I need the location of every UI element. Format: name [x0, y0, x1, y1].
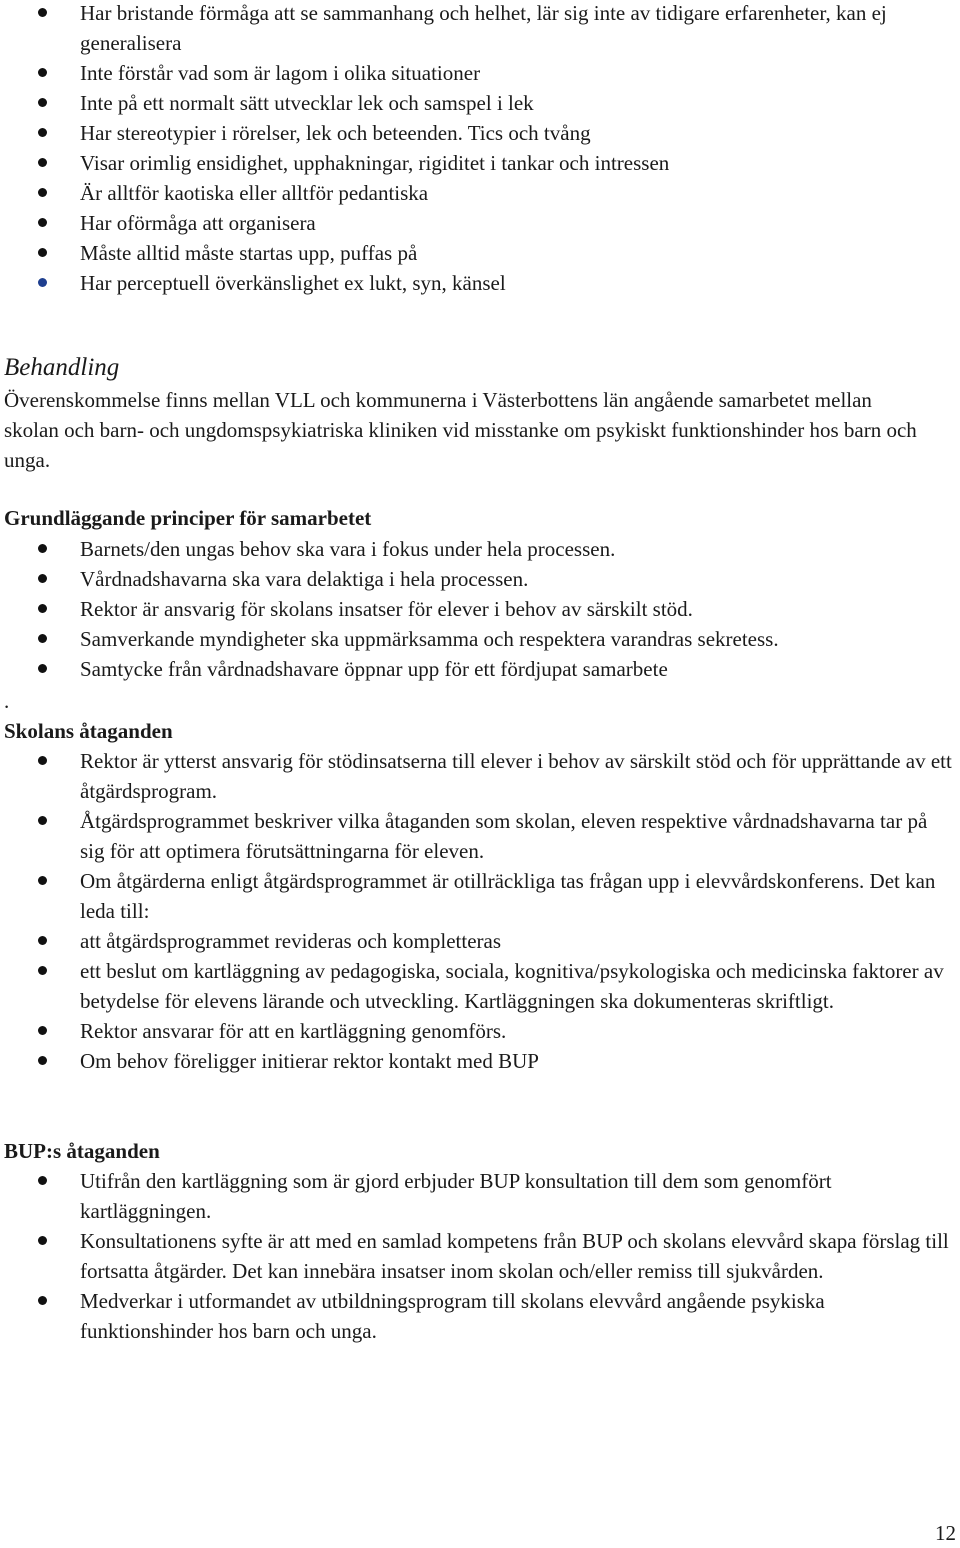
list-item-text: Rektor är ytterst ansvarig för stödinsatserna till elever i behov av särskilt stöd och för upprättande av ett åtgärdsprogram.: [80, 749, 952, 803]
list-item-text: Vårdnadshavarna ska vara delaktiga i hela processen.: [80, 567, 529, 591]
list-item-text: Medverkar i utformandet av utbildningsprogram till skolans elevvård angående psykiska funktionshinder hos barn och unga.: [80, 1289, 825, 1343]
section-heading-skolans: Skolans åtaganden: [4, 719, 173, 743]
list-item: [0, 866, 960, 926]
list-item: [0, 1226, 960, 1286]
list-item-text: Måste alltid måste startas upp, puffas på: [80, 241, 418, 265]
list-item-text: Rektor ansvarar för att en kartläggning genomförs.: [80, 1019, 507, 1043]
bup-list: [0, 1166, 960, 1346]
list-item-text: Rektor är ansvarig för skolans insatser för elever i behov av särskilt stöd.: [80, 597, 693, 621]
bullet-icon: [38, 756, 47, 765]
bullet-icon: [38, 248, 47, 257]
list-item: [0, 534, 960, 564]
principles-list: [0, 534, 960, 684]
list-item: [0, 208, 960, 238]
bullet-icon: [38, 1056, 47, 1065]
section-heading-behandling: Behandling: [4, 354, 120, 381]
bullet-icon: [38, 8, 47, 17]
list-item-text: Åtgärdsprogrammet beskriver vilka åtaganden som skolan, eleven respektive vårdnadshavarna tar på sig för att optimera förutsättningarna för eleven.: [80, 809, 928, 863]
list-item-text: att åtgärdsprogrammet revideras och kompletteras: [80, 929, 502, 953]
list-item: [0, 88, 960, 118]
list-item-text: Visar orimlig ensidighet, upphakningar, rigiditet i tankar och intressen: [80, 151, 670, 175]
bullet-icon: [38, 1176, 47, 1185]
bullet-icon: [38, 278, 47, 287]
list-item-text: Inte på ett normalt sätt utvecklar lek och samspel i lek: [80, 91, 534, 115]
bullet-icon: [38, 1026, 47, 1035]
list-item-text: Konsultationens syfte är att med en samlad kompetens från BUP och skolans elevvård skapa förslag till fortsatta åtgärder. Det kan innebära insatser inom skolan och/eller remiss till sjukvården.: [80, 1229, 949, 1283]
list-item: [0, 1286, 960, 1346]
list-item: [0, 926, 960, 956]
list-item: [0, 268, 960, 298]
bullet-icon: [38, 1236, 47, 1245]
list-item-text: Har stereotypier i rörelser, lek och beteenden. Tics och tvång: [80, 121, 591, 145]
list-item-text: Inte förstår vad som är lagom i olika situationer: [80, 61, 481, 85]
bullet-icon: [38, 634, 47, 643]
list-item: [0, 746, 960, 806]
bullet-icon: [38, 188, 47, 197]
list-item-text: Utifrån den kartläggning som är gjord erbjuder BUP konsultation till dem som genomfört kartläggningen.: [80, 1169, 832, 1223]
list-item-text: Är alltför kaotiska eller alltför pedantiska: [80, 181, 429, 205]
list-item-text: Samtycke från vårdnadshavare öppnar upp för ett fördjupat samarbete: [80, 657, 668, 681]
behandling-paragraph: Överenskommelse finns mellan VLL och kommunerna i Västerbottens län angående samarbetet mellan skolan och barn- och ungdomspsykiatriska kliniken vid misstanke om psykiskt funktionshinder hos barn och unga.: [4, 388, 917, 472]
trailing-period: .: [4, 689, 10, 713]
skolans-list: [0, 746, 960, 1076]
bullet-icon: [38, 128, 47, 137]
list-item: [0, 1166, 960, 1226]
page-number: 12: [935, 1521, 956, 1545]
bullet-icon: [38, 218, 47, 227]
list-item: [0, 178, 960, 208]
bullet-icon: [38, 98, 47, 107]
bullet-icon: [38, 158, 47, 167]
bullet-icon: [38, 966, 47, 975]
symptom-list: [0, 0, 960, 298]
list-item-text: ett beslut om kartläggning av pedagogiska, sociala, kognitiva/psykologiska och medicinska faktorer av betydelse för elevens lärande och utveckling. Kartläggningen ska dokumenteras skriftligt.: [80, 959, 944, 1013]
list-item: [0, 1046, 960, 1076]
section-heading-principles: Grundläggande principer för samarbetet: [4, 506, 372, 530]
list-item: [0, 1016, 960, 1046]
list-item-text: Barnets/den ungas behov ska vara i fokus under hela processen.: [80, 537, 616, 561]
bullet-icon: [38, 876, 47, 885]
bullet-icon: [38, 544, 47, 553]
list-item: [0, 118, 960, 148]
bullet-icon: [38, 936, 47, 945]
bullet-icon: [38, 574, 47, 583]
list-item-text: Samverkande myndigheter ska uppmärksamma och respektera varandras sekretess.: [80, 627, 779, 651]
bullet-icon: [38, 816, 47, 825]
list-item: [0, 564, 960, 594]
list-item-text: Om behov föreligger initierar rektor kontakt med BUP: [80, 1049, 539, 1073]
list-item: [0, 58, 960, 88]
list-item: [0, 654, 960, 684]
list-item: [0, 0, 960, 58]
bullet-icon: [38, 604, 47, 613]
list-item-text: Har bristande förmåga att se sammanhang och helhet, lär sig inte av tidigare erfarenheter, kan ej generalisera: [80, 1, 887, 55]
list-item: [0, 594, 960, 624]
list-item: [0, 148, 960, 178]
list-item-text: Har oförmåga att organisera: [80, 211, 316, 235]
list-item-text: Har perceptuell överkänslighet ex lukt, syn, känsel: [80, 271, 506, 295]
bullet-icon: [38, 68, 47, 77]
bullet-icon: [38, 664, 47, 673]
section-heading-bup: BUP:s åtaganden: [4, 1139, 160, 1163]
bullet-icon: [38, 1296, 47, 1305]
list-item: [0, 238, 960, 268]
list-item: [0, 956, 960, 1016]
list-item: [0, 624, 960, 654]
list-item-text: Om åtgärderna enligt åtgärdsprogrammet är otillräckliga tas frågan upp i elevvårdskonferens. Det kan leda till:: [80, 869, 936, 923]
list-item: [0, 806, 960, 866]
